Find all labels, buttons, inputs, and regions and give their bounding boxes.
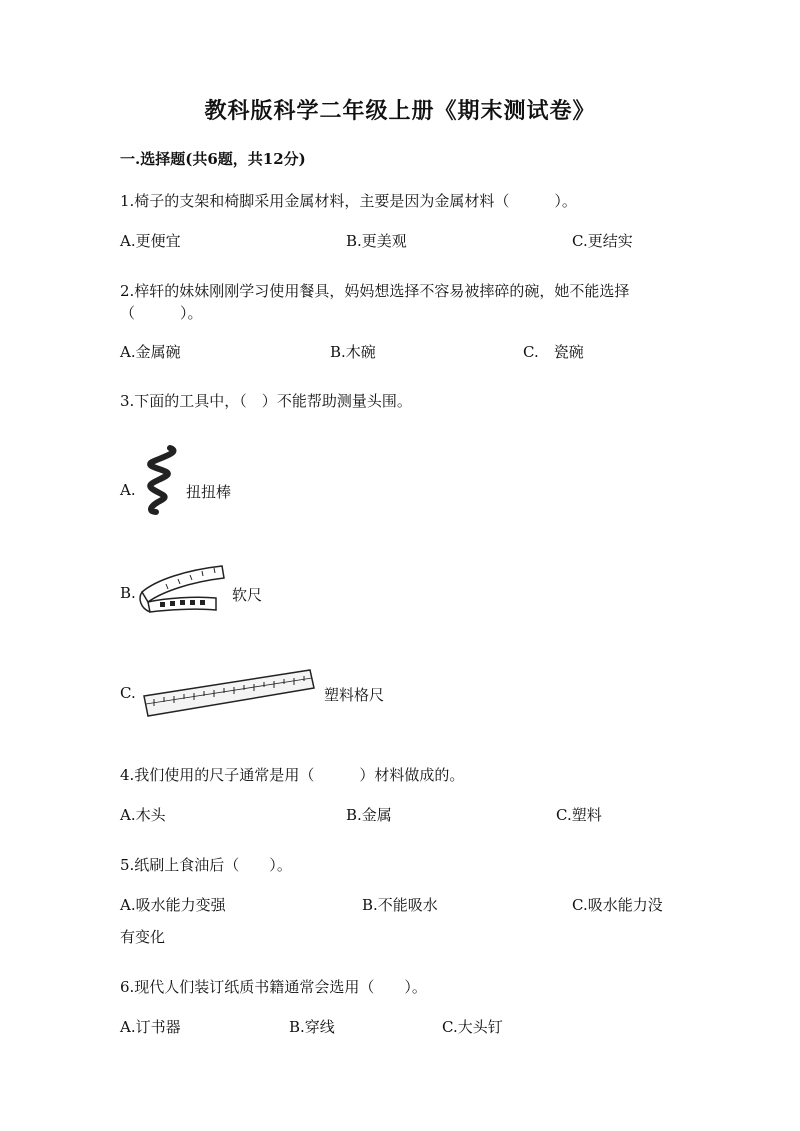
pipe-cleaner-icon	[140, 444, 182, 516]
question-3-stem: 3.下面的工具中，（ ）不能帮助测量头围。	[120, 392, 412, 410]
question-5-option-a: A.吸水能力变强	[120, 896, 226, 914]
question-6-option-b: B.穿线	[289, 1018, 335, 1036]
question-3-option-a-letter: A.	[120, 481, 136, 499]
question-2-stem-line1: 2.梓轩的妹妹刚刚学习使用餐具，妈妈想选择不容易被摔碎的碗，她不能选择	[120, 282, 630, 300]
question-3-option-a-label: 扭扭棒	[186, 483, 232, 501]
question-3-option-c-label: 塑料格尺	[324, 686, 385, 704]
question-6-stem: 6.现代人们装订纸质书籍通常会选用（ ）。	[120, 978, 427, 996]
question-6-option-c: C.大头钉	[442, 1018, 503, 1036]
question-5-option-c: C.吸水能力没	[572, 896, 663, 914]
question-2-option-c: C. 瓷碗	[523, 343, 584, 361]
question-6-option-a: A.订书器	[120, 1018, 181, 1036]
question-4-option-c: C.塑料	[556, 806, 602, 824]
question-1-option-b: B.更美观	[346, 232, 407, 250]
question-3-option-b-letter: B.	[120, 584, 136, 602]
question-3-option-b-label: 软尺	[232, 586, 263, 604]
ruler-icon	[140, 666, 316, 720]
question-1-option-a: A.更便宜	[120, 232, 181, 250]
question-4-option-b: B.金属	[346, 806, 392, 824]
question-4-stem: 4.我们使用的尺子通常是用（ ）材料做成的。	[120, 766, 465, 784]
question-1-stem: 1.椅子的支架和椅脚采用金属材料，主要是因为金属材料（ ）。	[120, 192, 577, 210]
question-5-option-c-wrap: 有变化	[120, 928, 166, 946]
tape-measure-icon	[136, 562, 228, 614]
question-3-option-c-letter: C.	[120, 684, 136, 702]
question-2-stem-line2: （ ）。	[120, 304, 203, 322]
question-5-stem: 5.纸刷上食油后（ ）。	[120, 856, 292, 874]
question-1-option-c: C.更结实	[572, 232, 633, 250]
question-5-option-b: B.不能吸水	[362, 896, 438, 914]
question-2-option-a: A.金属碗	[120, 343, 181, 361]
page-title: 教科版科学二年级上册《期末测试卷》	[204, 98, 596, 124]
question-2-option-b: B.木碗	[330, 343, 376, 361]
section-heading: 一.选择题(共6题，共12分)	[120, 150, 306, 168]
question-4-option-a: A.木头	[120, 806, 166, 824]
